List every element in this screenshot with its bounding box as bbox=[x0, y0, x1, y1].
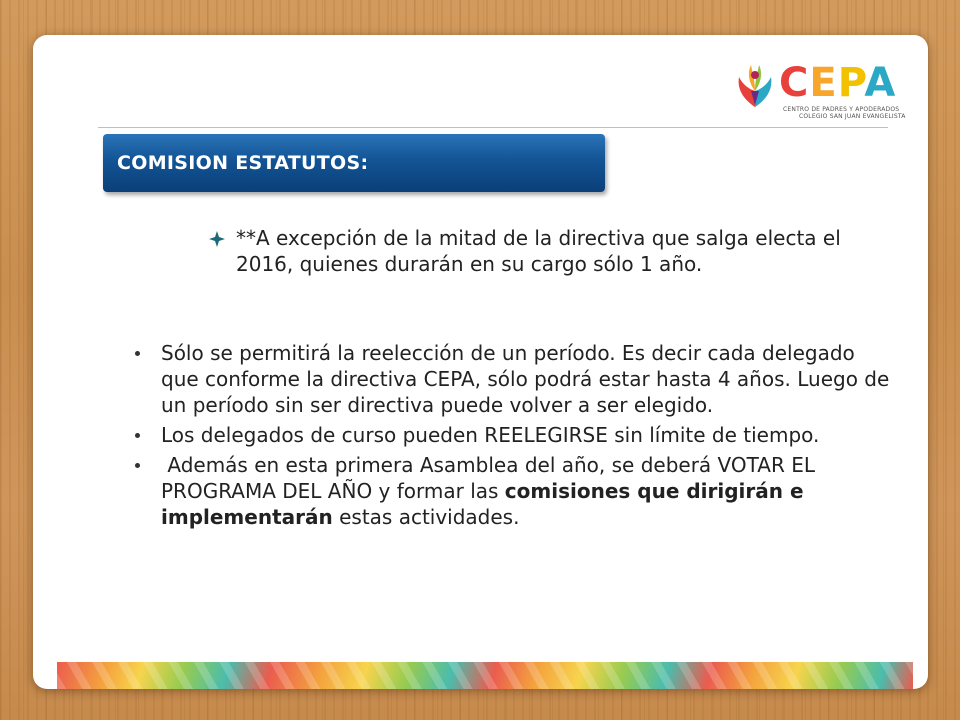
slide-card bbox=[33, 35, 928, 689]
cepa-letter-e: E bbox=[809, 60, 838, 106]
section-title: COMISION ESTATUTOS: bbox=[117, 152, 369, 174]
bullet-text-after: estas actividades. bbox=[332, 505, 520, 529]
cepa-logo-line2: COLEGIO SAN JUAN EVANGELISTA bbox=[799, 113, 906, 120]
cepa-letter-a: A bbox=[864, 60, 897, 106]
bullet-dot-icon bbox=[135, 433, 140, 438]
header-divider bbox=[98, 127, 888, 128]
cepa-logo-emblem-icon bbox=[733, 61, 777, 111]
cepa-letter-c: C bbox=[779, 60, 810, 106]
bullet-list bbox=[133, 340, 893, 534]
bullet-text: Los delegados de curso pueden REELEGIRSE sin límite de tiempo. bbox=[161, 423, 820, 447]
cepa-logo-wordmark bbox=[779, 61, 896, 105]
list-item bbox=[133, 452, 893, 530]
list-item bbox=[133, 340, 893, 418]
cepa-letter-p: P bbox=[837, 60, 865, 106]
sub-bullet-text: **A excepción de la mitad de la directiva que salga electa el 2016, quienes durarán en su cargo sólo 1 año. bbox=[236, 226, 841, 276]
list-item bbox=[133, 422, 893, 448]
bullet-text-bold: comisiones que dirigirán e implementarán bbox=[161, 479, 804, 529]
cepa-logo bbox=[733, 60, 906, 123]
diamond-bullet-icon bbox=[208, 230, 226, 248]
cepa-logo-line1: CENTRO DE PADRES Y APODERADOS bbox=[783, 106, 900, 113]
bullet-dot-icon bbox=[135, 463, 140, 468]
bullet-text: Sólo se permitirá la reelección de un período. Es decir cada delegado que conforme la directiva CEPA, sólo podrá estar hasta 4 años. Luego de un período sin ser directiva puede volver a ser elegido. bbox=[161, 341, 890, 417]
bullet-dot-icon bbox=[135, 351, 140, 356]
decorative-color-stripe bbox=[57, 662, 913, 689]
sub-bullet-item bbox=[208, 225, 868, 277]
bullet-text-before: Además en esta primera Asamblea del año, se deberá VOTAR EL PROGRAMA DEL AÑO y formar las bbox=[161, 453, 822, 503]
section-title-banner bbox=[103, 134, 605, 192]
